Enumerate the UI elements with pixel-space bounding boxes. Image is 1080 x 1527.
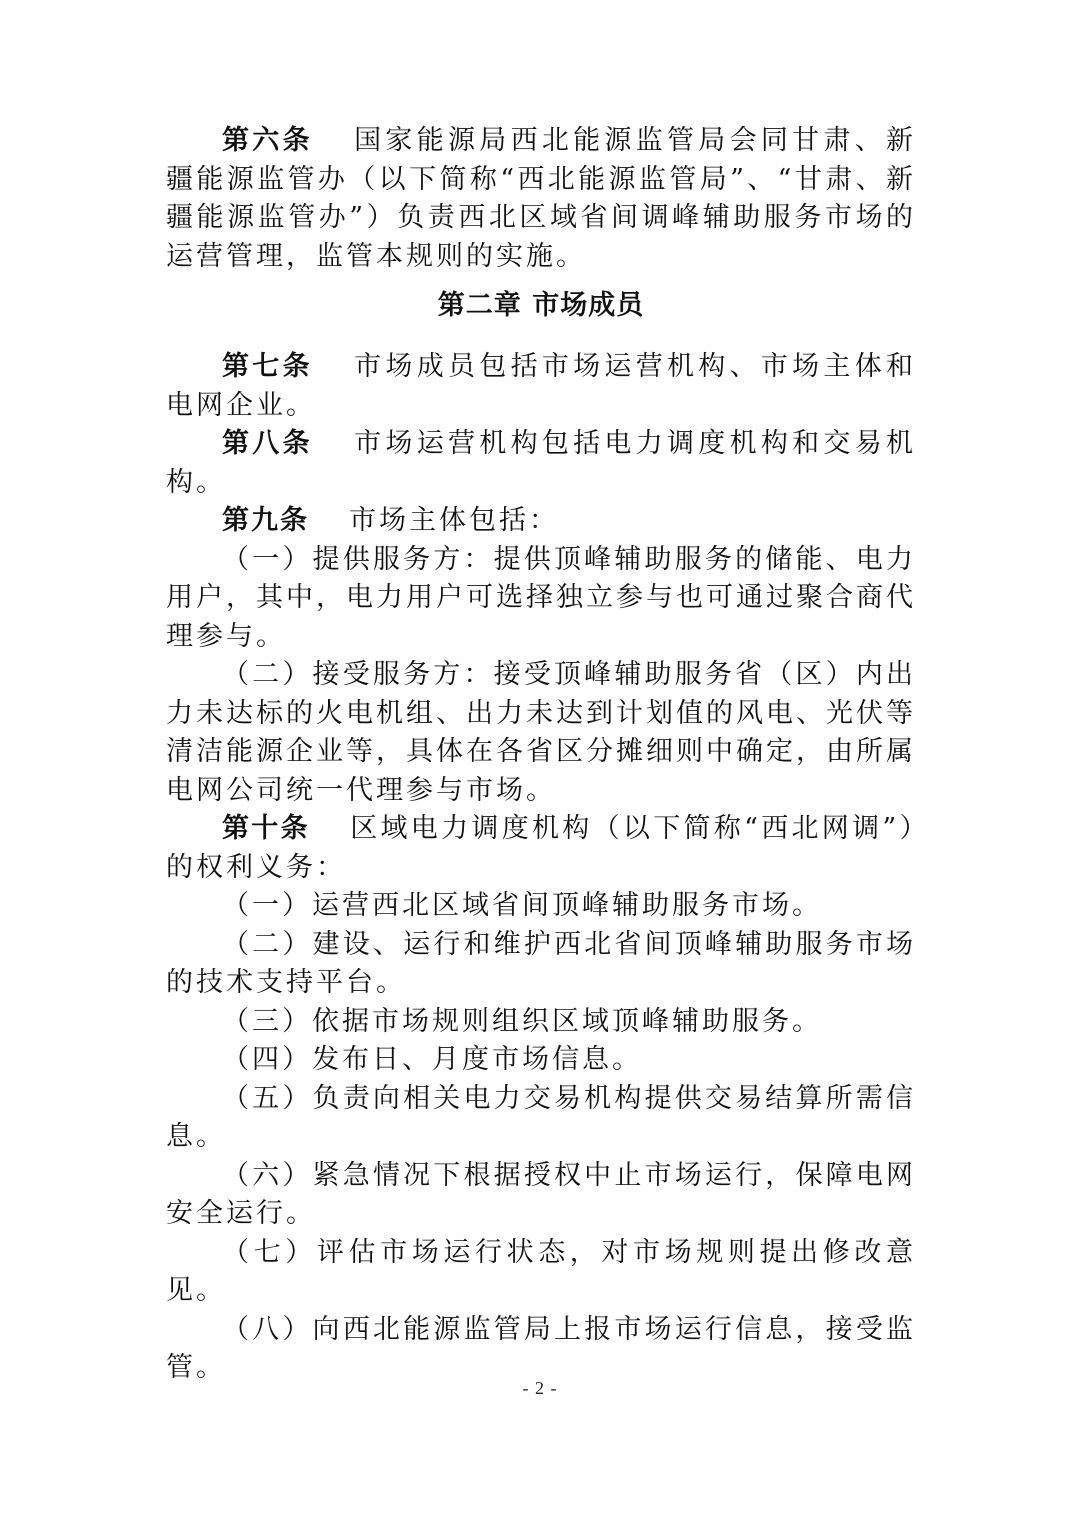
article-8-text: 市场运营机构包括电力调度机构和交易机构。 xyxy=(166,428,917,498)
article-10-item-3: （三）依据市场规则组织区域顶峰辅助服务。 xyxy=(222,1005,822,1037)
article-7-text: 市场成员包括市场运营机构、市场主体和电网企业。 xyxy=(166,351,917,421)
article-10-item-5: （五）负责向相关电力交易机构提供交易结算所需信息。 xyxy=(166,1082,916,1152)
article-8 xyxy=(166,425,916,502)
article-8-label: 第八条 xyxy=(222,428,313,459)
article-6-text: 国家能源局西北能源监管局会同甘肃、新疆能源监管办（以下简称“西北能源监管局”、“甘肃、新疆能源监管办”）负责西北区域省间调峰辅助服务市场的运营管理，监管本规则的实施。 xyxy=(166,125,917,272)
article-10-text: 区域电力调度机构（以下简称“西北网调”）的权利义务： xyxy=(166,813,917,883)
article-10-item-4: （四）发布日、月度市场信息。 xyxy=(222,1044,642,1075)
chapter-2-heading: 第二章 市场成员 xyxy=(437,290,645,321)
article-6 xyxy=(166,122,916,276)
article-10-item-6: （六）紧急情况下根据授权中止市场运行，保障电网安全运行。 xyxy=(166,1159,916,1229)
article-6-label: 第六条 xyxy=(222,125,313,156)
article-7 xyxy=(166,348,916,425)
article-9-item-1: （一）提供服务方：提供顶峰辅助服务的储能、电力用户，其中，电力用户可选择独立参与也可通过聚合商代理参与。 xyxy=(166,543,916,652)
document-page xyxy=(166,122,916,1388)
article-10-item-2: （二）建设、运行和维护西北省间顶峰辅助服务市场的技术支持平台。 xyxy=(166,928,916,998)
article-10-item-7: （七）评估市场运行状态，对市场规则提出修改意见。 xyxy=(166,1236,916,1306)
article-10-label: 第十条 xyxy=(222,813,310,844)
page-number: - 2 - xyxy=(522,1378,558,1398)
article-9-text: 市场主体包括： xyxy=(349,505,559,536)
article-10-item-8: （八）向西北能源监管局上报市场运行信息，接受监管。 xyxy=(166,1313,916,1383)
article-10-item-1: （一）运营西北区域省间顶峰辅助服务市场。 xyxy=(222,890,822,921)
article-9-label: 第九条 xyxy=(222,505,309,536)
article-7-label: 第七条 xyxy=(222,351,313,382)
article-9-item-2: （二）接受服务方：接受顶峰辅助服务省（区）内出力未达标的火电机组、出力未达到计划值的风电、光伏等清洁能源企业等，具体在各省区分摊细则中确定，由所属电网公司统一代理参与市场。 xyxy=(166,659,916,806)
article-10 xyxy=(166,810,916,887)
article-9 xyxy=(166,502,916,541)
